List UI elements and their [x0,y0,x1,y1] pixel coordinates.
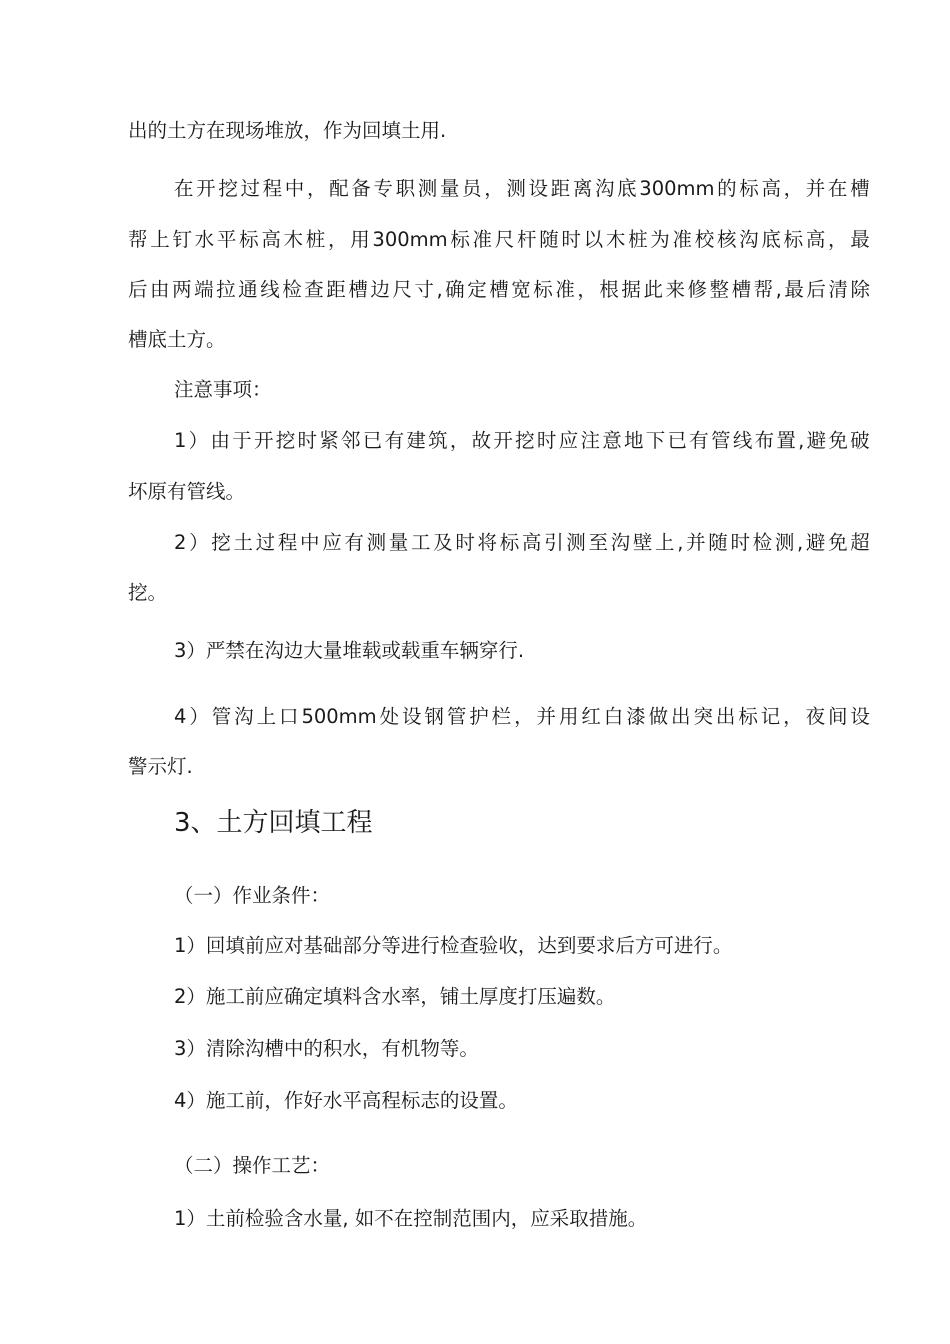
paragraph-line: 2 ） 挖 土 过 程 中 应 有 测 量 工 及 时 将 标 高 引 测 至 沟 壁 上 , 并 随 时 检 测 , 避 免 超 [174,531,870,554]
list-item: 4）施工前，作好水平高程标志的设置。 [174,1089,518,1112]
list-item: 3）清除沟槽中的积水，有机物等。 [174,1037,479,1060]
paragraph-line: 3）严禁在沟边大量堆载或载重车辆穿行. [174,639,525,662]
list-item: 2）施工前应确定填料含水率，铺土厚度打压遍数。 [174,985,616,1008]
paragraph-line: 挖。 [128,581,168,604]
paragraph-line: 帮 上 钉 水 平 标 高 木 桩 ， 用 300mm 标 准 尺 杆 随 时 以 木 桩 为 准 校 核 沟 底 标 高 ， 最 [128,228,870,251]
notes-heading: 注意事项： [174,378,272,401]
paragraph-line: 4 ） 管 沟 上 口 500mm 处 设 钢 管 护 栏 ， 并 用 红 白 漆 做 出 突 出 标 记 ， 夜 间 设 [174,705,870,728]
list-item: 1）土前检验含水量, 如不在控制范围内，应采取措施。 [174,1207,648,1230]
paragraph-line: 在 开 挖 过 程 中 ， 配 备 专 职 测 量 员 ， 测 设 距 离 沟 底 300mm 的 标 高 ， 并 在 槽 [174,177,870,200]
paragraph-line: 坏原有管线。 [128,480,246,503]
paragraph-line: 1 ） 由 于 开 挖 时 紧 邻 已 有 建 筑 ， 故 开 挖 时 应 注 意 地 下 已 有 管 线 布 置 , 避 免 破 [174,429,870,452]
paragraph-line: 槽底土方。 [128,328,226,351]
paragraph-line: 出的土方在现场堆放，作为回填土用. [128,119,447,142]
list-item: 1）回填前应对基础部分等进行检查验收，达到要求后方可进行。 [174,934,733,957]
paragraph-line: 后 由 两 端 拉 通 线 检 查 距 槽 边 尺 寸 , 确 定 槽 宽 标 准 ， 根 据 此 来 修 整 槽 帮 , 最 后 清 除 [128,278,870,301]
subsection-heading: （一）作业条件： [174,884,331,907]
subsection-heading: （二）操作工艺： [174,1154,331,1177]
paragraph-line: 警示灯. [128,755,193,778]
section-heading: 3、土方回填工程 [174,808,373,838]
